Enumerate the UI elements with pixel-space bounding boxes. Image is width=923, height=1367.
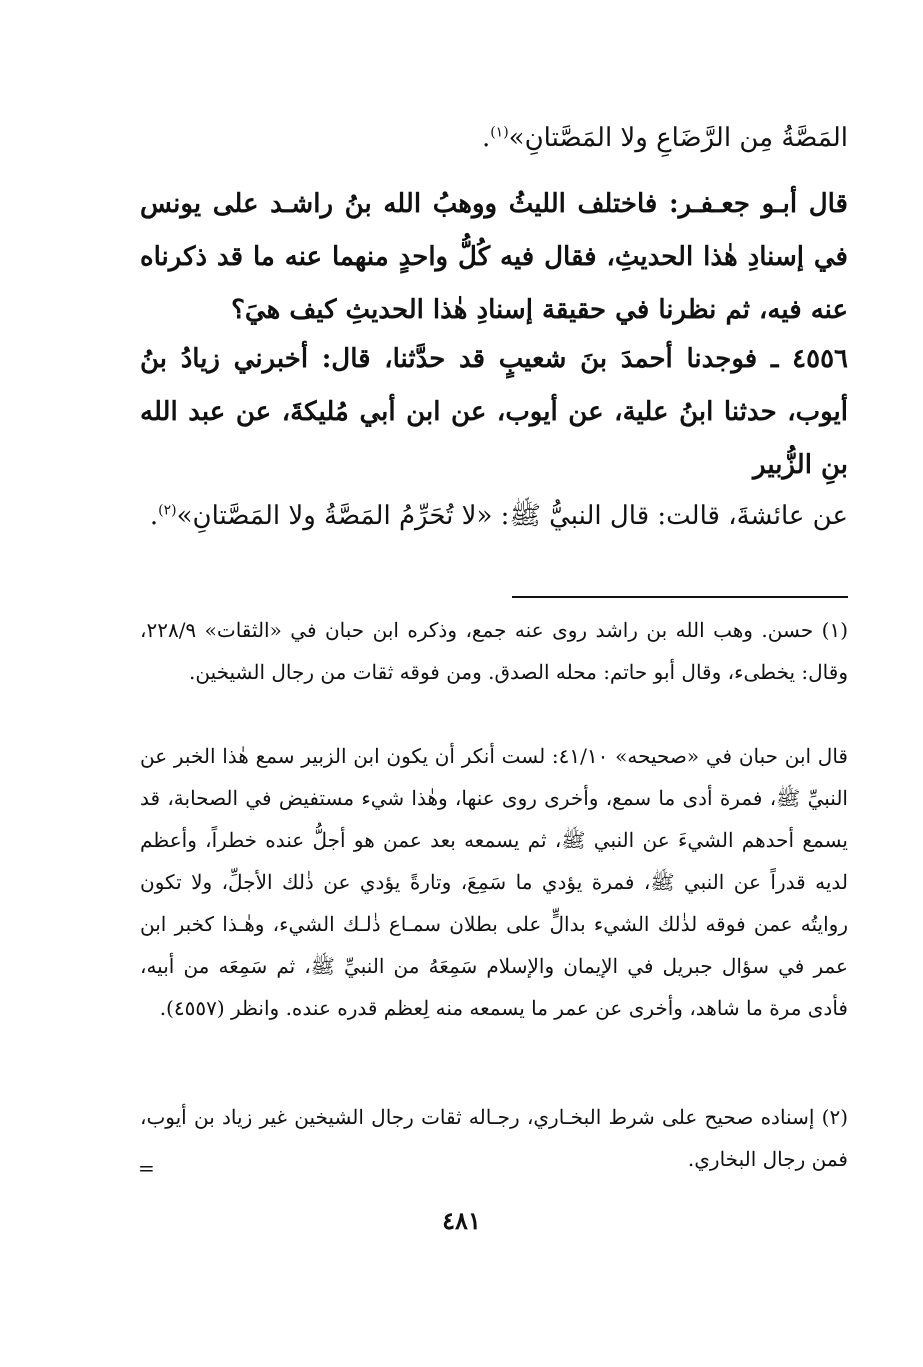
footnote-2: (٢) إسناده صحيح على شرط البخـاري، رجـاله ثقات رجال الشيخين غير زياد بن أيوب، فمن رجال البخاري. (140, 1105, 848, 1171)
continuation-mark: = (138, 1156, 155, 1180)
paragraph-1-end: . (481, 123, 491, 153)
footnote-separator (512, 596, 848, 598)
footnote-1: (١) حسن. وهب الله بن راشد روى عنه جمع، وذكره ابن حبان في «الثقات» ٢٢٨/٩، وقال: يخطىء، وقال أبو حاتم: محله الصدق. ومن فوقه ثقات من رجال الشيخين. (140, 618, 848, 684)
hadith-text: عن عائشةَ، قالت: قال النبيُّ ﷺ: «لا تُحَرِّمُ المَصَّةُ ولا المَصَّتانِ» (176, 501, 848, 531)
paragraph-1 (140, 112, 848, 165)
hadith-4556-text (140, 490, 848, 543)
footnote-ref-2: (٢) (158, 502, 177, 519)
footnote-ref-1: (١) (490, 124, 509, 141)
hadith-text-end: . (149, 501, 159, 531)
page-number: ٤٨١ (442, 1206, 481, 1235)
paragraph-1-text: المَصَّةُ مِن الرَّضَاعِ ولا المَصَّتانِ» (508, 123, 848, 153)
paragraph-2: قال أبـو جعـفـر: فاختلف الليثُ ووهبُ الله بنُ راشـد على يونس في إسنادِ هٰذا الحديثِ، فقال فيه كُلُّ واحدٍ منهما عنه ما قد ذكرناه عنه فيه، ثم نظرنا في حقيقة إسنادِ هٰذا الحديثِ كيف هيَ؟ (140, 189, 848, 325)
footnote-1-continued: قال ابن حبان في «صحيحه» ٤١/١٠: لست أنكر أن يكون ابن الزبير سمع هٰذا الخبر عن النبيِّ ﷺ، فمرة أدى ما سمع، وأخرى روى عنها، وهٰذا شيء مستفيض في الصحابة، قد يسمع أحدهم الشيءَ عن النبي ﷺ، ثم يسمعه بعد عمن هو أجلُّ عنده خطراً، وأعظم لديه قدراً عن النبي ﷺ، فمرة يؤدي ما سَمِعَ، وتارةً يؤدي عن ذٰلك الأجلِّ، ولا تكون روايتُه عمن فوقه لذٰلك الشيء بدالٍّ على بطلان سمـاع ذٰلـك الشيء، وهٰـذا كخبر ابن عمر في سؤال جبريل في الإيمان والإسلام سَمِعَهُ من النبيِّ ﷺ، ثم سَمِعَه من أبيه، فأدى مرة ما شاهد، وأخرى عن عمر ما يسمعه منه لِعظم قدره عنده. وانظر (٤٥٥٧). (140, 744, 848, 1020)
hadith-4556-chain: ٤٥٥٦ ـ فوجدنا أحمدَ بنَ شعيبٍ قد حدَّثنا، قال: أخبرني زيادُ بنُ أيوب، حدثنا ابنُ علية، عن أيوب، عن ابن أبي مُليكةَ، عن عبد الله بنِ الزُّبير (140, 344, 848, 480)
